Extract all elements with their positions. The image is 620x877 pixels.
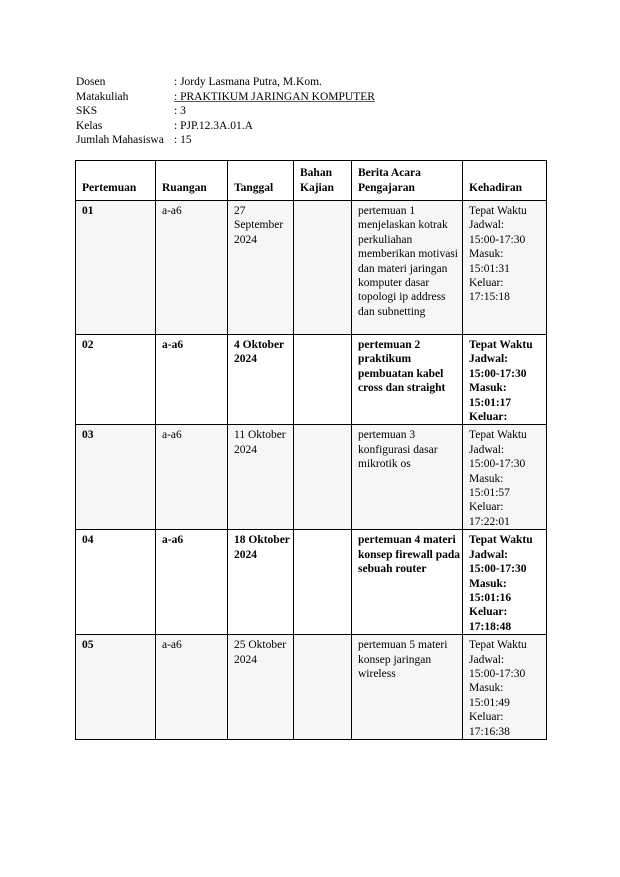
cell-pertemuan: 03 (76, 425, 156, 530)
kehadiran-masuk-value: 15:01:17 (469, 396, 512, 409)
cell-pertemuan: 04 (76, 530, 156, 635)
kehadiran-keluar-label: Keluar: (469, 277, 504, 290)
kehadiran-jadwal-value: 15:00-17:30 (469, 458, 526, 471)
cell-bahan-kajian (294, 201, 352, 335)
matakuliah-value: : PRAKTIKUM JARINGAN KOMPUTER (174, 90, 375, 103)
cell-kehadiran (463, 201, 547, 335)
kehadiran-status: Tepat Waktu (469, 339, 533, 351)
kehadiran-jadwal-label: Jadwal: (469, 443, 505, 456)
cell-pertemuan: 01 (76, 201, 156, 335)
table-row (76, 201, 547, 335)
kehadiran-status: Tepat Waktu (469, 205, 527, 217)
cell-tanggal: 27 September 2024 (228, 201, 294, 335)
kehadiran-masuk-label: Masuk: (469, 577, 507, 590)
jumlah-mahasiswa-value: : 15 (174, 134, 192, 146)
kehadiran-jadwal-value: 15:00-17:30 (469, 563, 527, 576)
matakuliah-label: Matakuliah (76, 90, 129, 103)
cell-ruangan: a-a6 (156, 335, 228, 425)
kehadiran-keluar-value: 17:18:48 (469, 620, 512, 633)
kehadiran-masuk-value: 15:01:57 (469, 487, 510, 500)
kehadiran-masuk-value: 15:01:49 (469, 696, 510, 709)
cell-bahan-kajian (294, 425, 352, 530)
kehadiran-jadwal-label: Jadwal: (469, 353, 508, 366)
jumlah-mahasiswa-label: Jumlah Mahasiswa (76, 134, 164, 146)
kehadiran-masuk-value: 15:01:16 (469, 591, 512, 604)
cell-bahan-kajian (294, 530, 352, 635)
kehadiran-status: Tepat Waktu (469, 534, 533, 547)
kehadiran-status: Tepat Waktu (469, 429, 527, 442)
kehadiran-keluar-label: Keluar: (469, 501, 504, 514)
kehadiran-jadwal-value: 15:00-17:30 (469, 367, 527, 380)
course-info (76, 75, 375, 148)
cell-berita-acara: pertemuan 4 materi konsep firewall pada sebuah router (352, 530, 463, 635)
cell-pertemuan: 05 (76, 635, 156, 740)
column-header-bahan-kajian: Bahan Kajian (294, 161, 352, 201)
table-row (76, 425, 547, 530)
table-row (76, 530, 547, 635)
cell-ruangan: a-a6 (156, 530, 228, 635)
info-row-kelas (76, 119, 375, 134)
dosen-label: Dosen (76, 76, 106, 88)
info-row-jumlah-mahasiswa (76, 133, 375, 148)
cell-berita-acara: pertemuan 2 praktikum pembuatan kabel cross dan straight (352, 335, 463, 425)
cell-tanggal: 4 Oktober 2024 (228, 335, 294, 425)
column-header-kehadiran: Kehadiran (463, 161, 547, 201)
dosen-value: : Jordy Lasmana Putra, M.Kom. (174, 76, 322, 88)
cell-berita-acara: pertemuan 1 menjelaskan kotrak perkuliahan memberikan motivasi dan materi jaringan komputer dasar topologi ip address dan subnetting (352, 201, 463, 335)
sks-value: : 3 (174, 105, 186, 117)
cell-kehadiran (463, 335, 547, 425)
column-header-ruangan: Ruangan (156, 161, 228, 201)
table-row (76, 335, 547, 425)
kelas-label: Kelas (76, 119, 103, 132)
cell-bahan-kajian (294, 635, 352, 740)
info-row-matakuliah (76, 90, 375, 105)
kehadiran-jadwal-label: Jadwal: (469, 219, 505, 232)
cell-tanggal: 18 Oktober 2024 (228, 530, 294, 635)
info-row-dosen (76, 75, 375, 90)
cell-ruangan: a-a6 (156, 201, 228, 335)
table-header-row (76, 161, 547, 201)
kehadiran-masuk-label: Masuk: (469, 682, 504, 695)
kehadiran-keluar-value: 17:15:18 (469, 291, 510, 304)
kehadiran-jadwal-label: Jadwal: (469, 548, 508, 561)
kehadiran-jadwal-value: 15:00-17:30 (469, 667, 526, 680)
kehadiran-keluar-label: Keluar: (469, 411, 508, 424)
kehadiran-keluar-label: Keluar: (469, 606, 508, 619)
kehadiran-masuk-value: 15:01:31 (469, 262, 510, 275)
column-header-pertemuan: Pertemuan (76, 161, 156, 201)
kehadiran-keluar-value: 17:22:01 (469, 515, 510, 528)
kehadiran-keluar-value: 17:16:38 (469, 725, 510, 738)
cell-berita-acara: pertemuan 3 konfigurasi dasar mikrotik os (352, 425, 463, 530)
kehadiran-status: Tepat Waktu (469, 639, 527, 652)
kelas-value: : PJP.12.3A.01.A (174, 119, 253, 132)
column-header-tanggal: Tanggal (228, 161, 294, 201)
kehadiran-masuk-label: Masuk: (469, 382, 507, 395)
cell-ruangan: a-a6 (156, 425, 228, 530)
attendance-table (75, 160, 547, 740)
kehadiran-jadwal-value: 15:00-17:30 (469, 233, 526, 246)
cell-tanggal: 25 Oktober 2024 (228, 635, 294, 740)
kehadiran-masuk-label: Masuk: (469, 248, 504, 261)
sks-label: SKS (76, 105, 98, 117)
cell-kehadiran (463, 425, 547, 530)
cell-berita-acara: pertemuan 5 materi konsep jaringan wireless (352, 635, 463, 740)
cell-ruangan: a-a6 (156, 635, 228, 740)
table-row (76, 635, 547, 740)
cell-kehadiran (463, 635, 547, 740)
kehadiran-keluar-label: Keluar: (469, 711, 504, 724)
cell-pertemuan: 02 (76, 335, 156, 425)
cell-kehadiran (463, 530, 547, 635)
cell-tanggal: 11 Oktober 2024 (228, 425, 294, 530)
cell-bahan-kajian (294, 335, 352, 425)
info-row-sks (76, 104, 375, 119)
kehadiran-jadwal-label: Jadwal: (469, 653, 505, 666)
kehadiran-masuk-label: Masuk: (469, 472, 504, 485)
column-header-berita-acara: Berita Acara Pengajaran (352, 161, 463, 201)
